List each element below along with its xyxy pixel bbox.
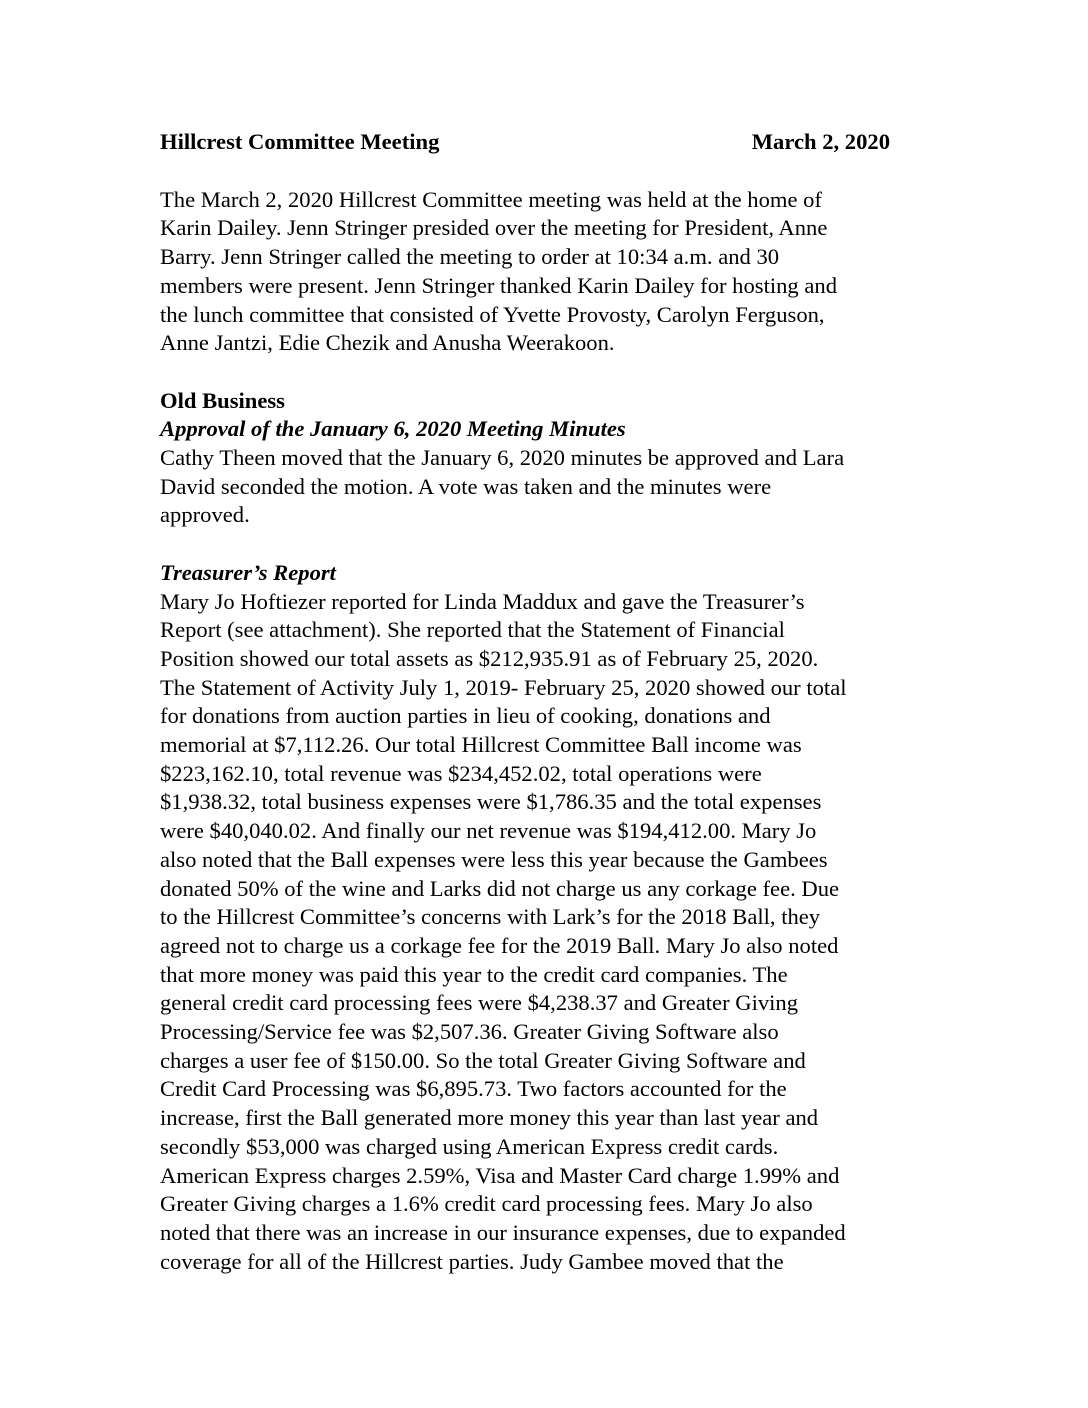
- treasurer-line: $223,162.10, total revenue was $234,452.02, total operations were: [160, 760, 762, 786]
- document-title: Hillcrest Committee Meeting: [160, 129, 440, 154]
- treasurer-line: The Statement of Activity July 1, 2019- February 25, 2020 showed our total: [160, 674, 847, 700]
- treasurer-line: Position showed our total assets as $212,935.91 as of February 25, 2020.: [160, 645, 819, 671]
- treasurer-line: donated 50% of the wine and Larks did not charge us any corkage fee. Due: [160, 875, 840, 901]
- treasurer-line: to the Hillcrest Committee’s concerns with Lark’s for the 2018 Ball, they: [160, 904, 821, 930]
- document-date: March 2, 2020: [751, 129, 890, 154]
- treasurer-line: charges a user fee of $150.00. So the total Greater Giving Software and: [160, 1047, 806, 1073]
- treasurer-line: noted that there was an increase in our insurance expenses, due to expanded: [160, 1219, 846, 1245]
- approval-line: approved.: [160, 502, 250, 528]
- treasurer-line: Report (see attachment). She reported that the Statement of Financial: [160, 617, 785, 643]
- approval-line: David seconded the motion. A vote was taken and the minutes were: [160, 473, 772, 499]
- approval-paragraph: [160, 444, 920, 530]
- treasurer-line: American Express charges 2.59%, Visa and Master Card charge 1.99% and: [160, 1162, 840, 1188]
- approval-line: Cathy Theen moved that the January 6, 2020 minutes be approved and Lara: [160, 445, 845, 471]
- treasurer-line: $1,938.32, total business expenses were $1,786.35 and the total expenses: [160, 789, 822, 815]
- intro-line: Barry. Jenn Stringer called the meeting to order at 10:34 a.m. and 30: [160, 244, 780, 270]
- old-business-heading: Old Business: [160, 387, 285, 413]
- treasurer-line: general credit card processing fees were $4,238.37 and Greater Giving: [160, 990, 799, 1016]
- intro-line: Karin Dailey. Jenn Stringer presided over the meeting for President, Anne: [160, 215, 828, 241]
- intro-line: members were present. Jenn Stringer thanked Karin Dailey for hosting and: [160, 272, 837, 298]
- treasurer-line: that more money was paid this year to the credit card companies. The: [160, 961, 788, 987]
- treasurer-line: Processing/Service fee was $2,507.36. Greater Giving Software also: [160, 1019, 779, 1045]
- treasurer-line: secondly $53,000 was charged using American Express credit cards.: [160, 1133, 779, 1159]
- treasurer-line: Greater Giving charges a 1.6% credit card processing fees. Mary Jo also: [160, 1191, 813, 1217]
- treasurer-line: Credit Card Processing was $6,895.73. Two factors accounted for the: [160, 1076, 787, 1102]
- treasurer-line: coverage for all of the Hillcrest parties. Judy Gambee moved that the: [160, 1248, 784, 1274]
- treasurer-line: for donations from auction parties in lieu of cooking, donations and: [160, 703, 771, 729]
- treasurer-line: memorial at $7,112.26. Our total Hillcrest Committee Ball income was: [160, 732, 802, 758]
- intro-line: the lunch committee that consisted of Yvette Provosty, Carolyn Ferguson,: [160, 301, 825, 327]
- treasurer-heading: Treasurer’s Report: [160, 559, 336, 585]
- intro-paragraph: [160, 186, 920, 358]
- intro-line: The March 2, 2020 Hillcrest Committee meeting was held at the home of: [160, 186, 822, 212]
- intro-line: Anne Jantzi, Edie Chezik and Anusha Weerakoon.: [160, 330, 615, 356]
- treasurer-paragraph: [160, 588, 920, 1277]
- document-header: [160, 128, 890, 157]
- treasurer-line: were $40,040.02. And finally our net revenue was $194,412.00. Mary Jo: [160, 818, 817, 844]
- approval-heading: Approval of the January 6, 2020 Meeting Minutes: [160, 416, 626, 442]
- treasurer-line: increase, first the Ball generated more money this year than last year and: [160, 1105, 819, 1131]
- treasurer-line: also noted that the Ball expenses were less this year because the Gambees: [160, 846, 828, 872]
- treasurer-line: Mary Jo Hoftiezer reported for Linda Maddux and gave the Treasurer’s: [160, 588, 805, 614]
- document-content: [160, 128, 920, 1276]
- treasurer-line: agreed not to charge us a corkage fee for the 2019 Ball. Mary Jo also noted: [160, 932, 839, 958]
